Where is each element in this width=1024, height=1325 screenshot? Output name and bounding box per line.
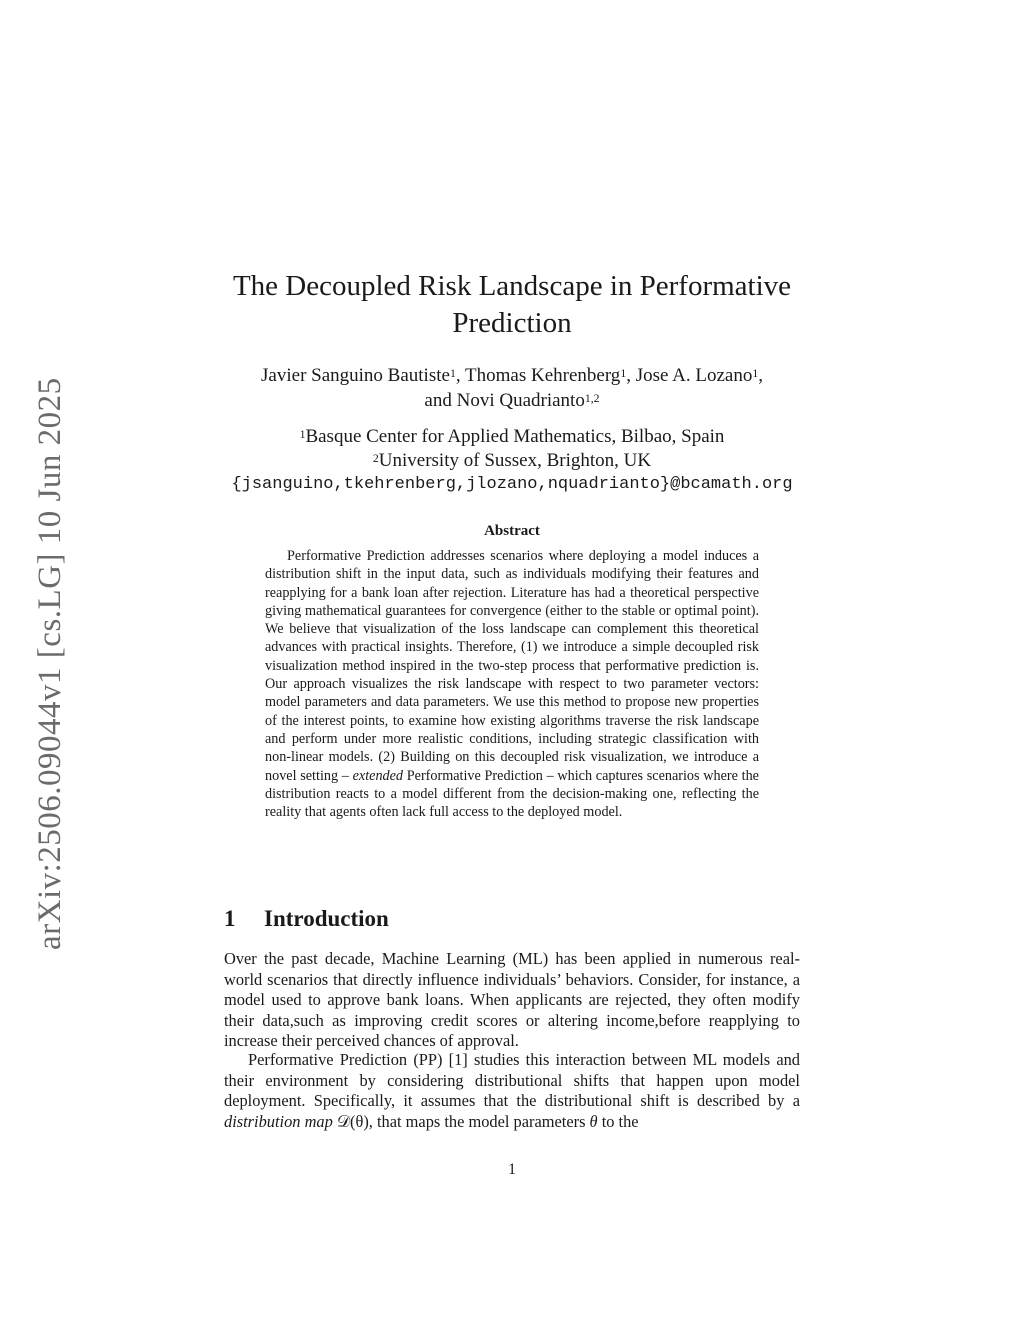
author-name: Jose A. Lozano — [635, 365, 753, 386]
author-affiliation-mark: 1 — [752, 366, 759, 380]
title-line-1: The Decoupled Risk Landscape in Performative — [232, 270, 792, 302]
intro-p2-emphasis: distribution map — [224, 1111, 333, 1131]
abstract-emphasis: extended — [352, 767, 404, 784]
affiliation-block — [200, 425, 824, 497]
affiliation-number: 2 — [372, 451, 379, 465]
page-number: 1 — [508, 1161, 516, 1178]
abstract-part-2: Performative Prediction – which captures scenarios where the distribution reacts to a model different from the decision-making one, reflecting the reality that agents often lack full access to the deployed model. — [265, 767, 759, 821]
author-joiner: and — [424, 390, 452, 411]
author-name: Javier Sanguino Bautiste — [261, 365, 450, 386]
abstract-part-1: Performative Prediction addresses scenarios where deploying a model induces a distribution shift in the input data, such as individuals modifying their features and reapplying for a bank loan after rejection. Literature has had a theoretical perspective giving mathematical guarantees for convergence (either to the stable or optimal point). We believe that visualization of the loss landscape can complement this theoretical advances with practical insights. Therefore, (1) we introduce a simple decoupled risk visualization method inspired in the two-step process that performative prediction is. Our approach visualizes the risk landscape with respect to two parameter vectors: model parameters and data parameters. We use this method to propose new properties of the interest points, to examine how existing algorithms traverse the risk landscape and perform under more realistic conditions, including strategic classification with non-linear models. (2) Building on this decoupled risk visualization, we introduce a novel setting – — [265, 548, 759, 784]
affiliation-number: 1 — [299, 427, 306, 441]
intro-p2-part-1: Performative Prediction (PP) [1] studies this interaction between ML models and their environment by considering distributional shifts that happen upon model deployment. Specifically, it assumes that the distributional shift is described by a — [224, 1050, 800, 1110]
author-affiliation-mark: 1 — [449, 366, 456, 380]
affiliation-text: University of Sussex, Brighton, UK — [378, 450, 652, 471]
abstract-text — [265, 547, 759, 821]
arxiv-identifier-stamp: arXiv:2506.09044v1 [cs.LG] 10 Jun 2025 — [32, 377, 68, 950]
affiliation-text: Basque Center for Applied Mathematics, Bilbao, Spain — [305, 426, 725, 447]
author-email: {jsanguino,tkehrenberg,jlozano,nquadrianto}@bcamath.org — [231, 475, 793, 494]
abstract-heading: Abstract — [484, 523, 540, 539]
theta-symbol: θ — [589, 1111, 598, 1131]
intro-paragraph-2 — [224, 1050, 800, 1132]
section-number: 1 — [224, 906, 236, 931]
affiliation-line — [200, 425, 824, 449]
section-title: Introduction — [264, 906, 389, 931]
author-affiliation-mark: 1 — [620, 366, 627, 380]
paper-title — [200, 268, 824, 342]
intro-paragraph-1: Over the past decade, Machine Learning (ML) has been applied in numerous real-world scenarios that directly influence individuals’ behaviors. Consider, for instance, a model used to approve bank loans. When applicants are rejected, they often modify their data,such as improving credit scores or altering income,before reapplying to increase their perceived chances of approval. — [224, 949, 800, 1050]
intro-p2-part-2: , that maps the model parameters — [368, 1111, 590, 1131]
author-affiliation-mark: 1,2 — [584, 391, 600, 405]
intro-p2-part-3: to the — [597, 1111, 639, 1131]
distribution-map-symbol: 𝒟(θ) — [336, 1111, 369, 1131]
author-list: Javier Sanguino Bautiste$^1$, Thomas Kehrenberg$^1$, Jose A. Lozano$^1$, and Novi Quadrianto$^{1,2}$ — [261, 365, 763, 411]
section-heading — [224, 906, 389, 932]
author-name: Novi Quadrianto — [456, 390, 585, 411]
author-name: Thomas Kehrenberg — [465, 365, 621, 386]
title-line-2: Prediction — [452, 307, 572, 339]
affiliation-line — [200, 449, 824, 473]
